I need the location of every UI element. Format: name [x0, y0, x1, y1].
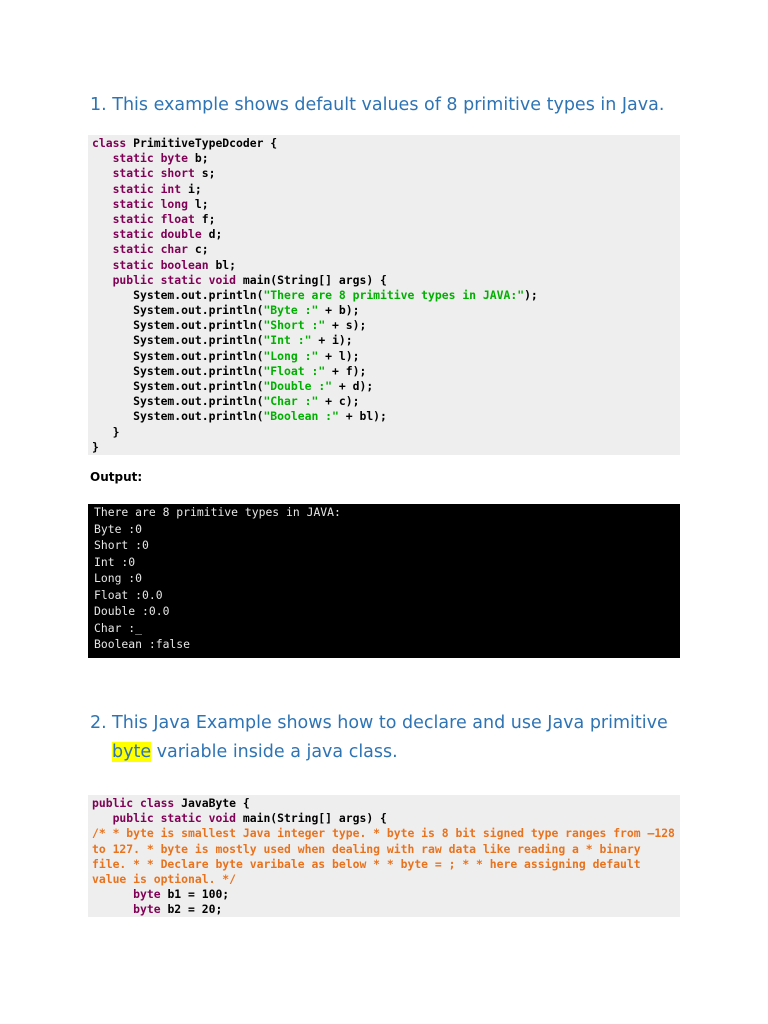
code-text: + i);: [311, 333, 353, 348]
code-text: + d);: [332, 379, 374, 393]
console-line: Byte :0: [94, 521, 143, 536]
code-line: [92, 212, 676, 227]
console-line: Boolean :false: [94, 637, 191, 651]
output-label: Output:: [90, 470, 143, 484]
code-keyword: byte: [92, 887, 168, 902]
code-text: JavaByte {: [181, 796, 250, 810]
code-line: [92, 796, 676, 811]
console-output: [88, 504, 680, 658]
code-keyword: static byte: [92, 151, 195, 166]
code-line: [92, 349, 676, 364]
section-2-heading-text: [90, 709, 690, 767]
code-text: }: [92, 439, 99, 454]
console-line: Float :0.0: [94, 587, 163, 602]
code-line: [92, 333, 676, 348]
console-line: Double :0.0: [94, 604, 170, 618]
code-text: System.out.println(: [92, 394, 264, 409]
code-text: c;: [194, 242, 209, 257]
code-line: [92, 318, 676, 333]
code-text: + b);: [318, 303, 360, 318]
code-text: d;: [208, 227, 223, 242]
code-keyword: static short: [92, 166, 202, 181]
code-keyword: static double: [92, 227, 209, 242]
code-text: f;: [201, 211, 216, 226]
code-keyword: static int: [92, 181, 189, 196]
code-text: + f);: [325, 363, 367, 378]
code-text: System.out.println(: [92, 303, 264, 318]
code-string: "Byte :": [263, 303, 319, 318]
code-string: "Float :": [263, 363, 326, 378]
code-text: }: [92, 424, 120, 439]
code-keyword: static long: [92, 196, 195, 211]
code-string: "Double :": [263, 379, 333, 393]
code-keyword: static boolean: [92, 257, 216, 272]
code-string: "Boolean :": [263, 409, 339, 424]
console-line: Short :0: [94, 538, 149, 552]
code-string: "Int :": [263, 333, 312, 348]
code-line: [92, 409, 676, 424]
code-text: i;: [188, 181, 202, 196]
code-text: main(String[] args) {: [242, 272, 387, 287]
highlighted-word: byte: [112, 742, 152, 762]
heading-text-after: variable inside a java class.: [151, 742, 398, 762]
section-2-number: 2.: [90, 713, 107, 733]
code-keyword: class: [92, 136, 134, 150]
code-text: main(String[] args) {: [242, 811, 387, 826]
code-text: bl;: [215, 257, 237, 272]
code-line: [92, 902, 676, 917]
code-block-java-byte: [88, 795, 680, 917]
code-text: b2 = 20;: [167, 902, 223, 917]
code-line: [92, 151, 676, 166]
section-1-heading: 1. This example shows default values of 8 primitive types in Java.: [90, 95, 665, 115]
code-text: System.out.println(: [92, 363, 264, 378]
code-keyword: static float: [92, 211, 202, 226]
console-line: There are 8 primitive types in JAVA:: [94, 505, 341, 519]
code-text: b1 = 100;: [167, 887, 230, 902]
code-text: + s);: [325, 318, 367, 333]
code-text: System.out.println(: [92, 348, 264, 363]
code-string: "Short :": [263, 318, 326, 333]
code-string: "Char :": [263, 394, 319, 409]
console-line: Long :0: [94, 571, 143, 585]
code-text: l;: [194, 196, 209, 211]
code-keyword: static char: [92, 242, 195, 257]
code-line: [92, 166, 676, 181]
code-line: [92, 811, 676, 826]
code-text: s;: [201, 166, 216, 181]
console-line: Char :_: [94, 620, 143, 635]
code-line: [92, 379, 676, 394]
code-line: [92, 197, 676, 212]
code-text: );: [524, 287, 538, 302]
code-line: [92, 303, 676, 318]
section-2-heading: [90, 709, 690, 767]
code-line: [92, 258, 676, 273]
code-text: System.out.println(: [92, 287, 264, 302]
code-text: + bl);: [338, 409, 387, 424]
code-keyword: public static void: [92, 272, 243, 287]
code-text: System.out.println(: [92, 379, 264, 393]
code-text: System.out.println(: [92, 409, 264, 424]
code-line: [92, 364, 676, 379]
code-line: [92, 182, 676, 197]
code-text: + c);: [318, 394, 360, 409]
code-line: [92, 288, 676, 303]
code-string: "Long :": [263, 348, 319, 363]
code-line: [92, 273, 676, 288]
code-text: System.out.println(: [92, 318, 264, 333]
code-text: PrimitiveTypeDcoder {: [133, 136, 278, 150]
code-line: [92, 227, 676, 242]
code-text: + l);: [318, 348, 360, 363]
code-line: [92, 242, 676, 257]
console-line: Int :0: [94, 554, 136, 569]
code-keyword: public static void: [92, 811, 243, 826]
code-line: [92, 394, 676, 409]
code-keyword: public class: [92, 796, 182, 810]
code-line: [92, 136, 676, 151]
code-string: "There are 8 primitive types in JAVA:": [263, 287, 525, 302]
code-block-primitive-types: [88, 135, 680, 455]
code-comment: /* * byte is smallest Java integer type. * byte is 8 bit signed type ranges from –128 to 127. * byte is mostly used when dealing with raw data like reading a * binary file. * * Declare byte varibale as below * * byte = ; * * here assigning default value is optional. */: [92, 826, 675, 886]
code-line: [92, 425, 676, 440]
code-line: [92, 440, 676, 455]
code-keyword: byte: [92, 902, 168, 917]
code-line: [92, 887, 676, 902]
code-text: b;: [194, 151, 209, 166]
heading-text-before: This Java Example shows how to declare and use Java primitive: [112, 713, 668, 733]
code-text: System.out.println(: [92, 333, 264, 348]
